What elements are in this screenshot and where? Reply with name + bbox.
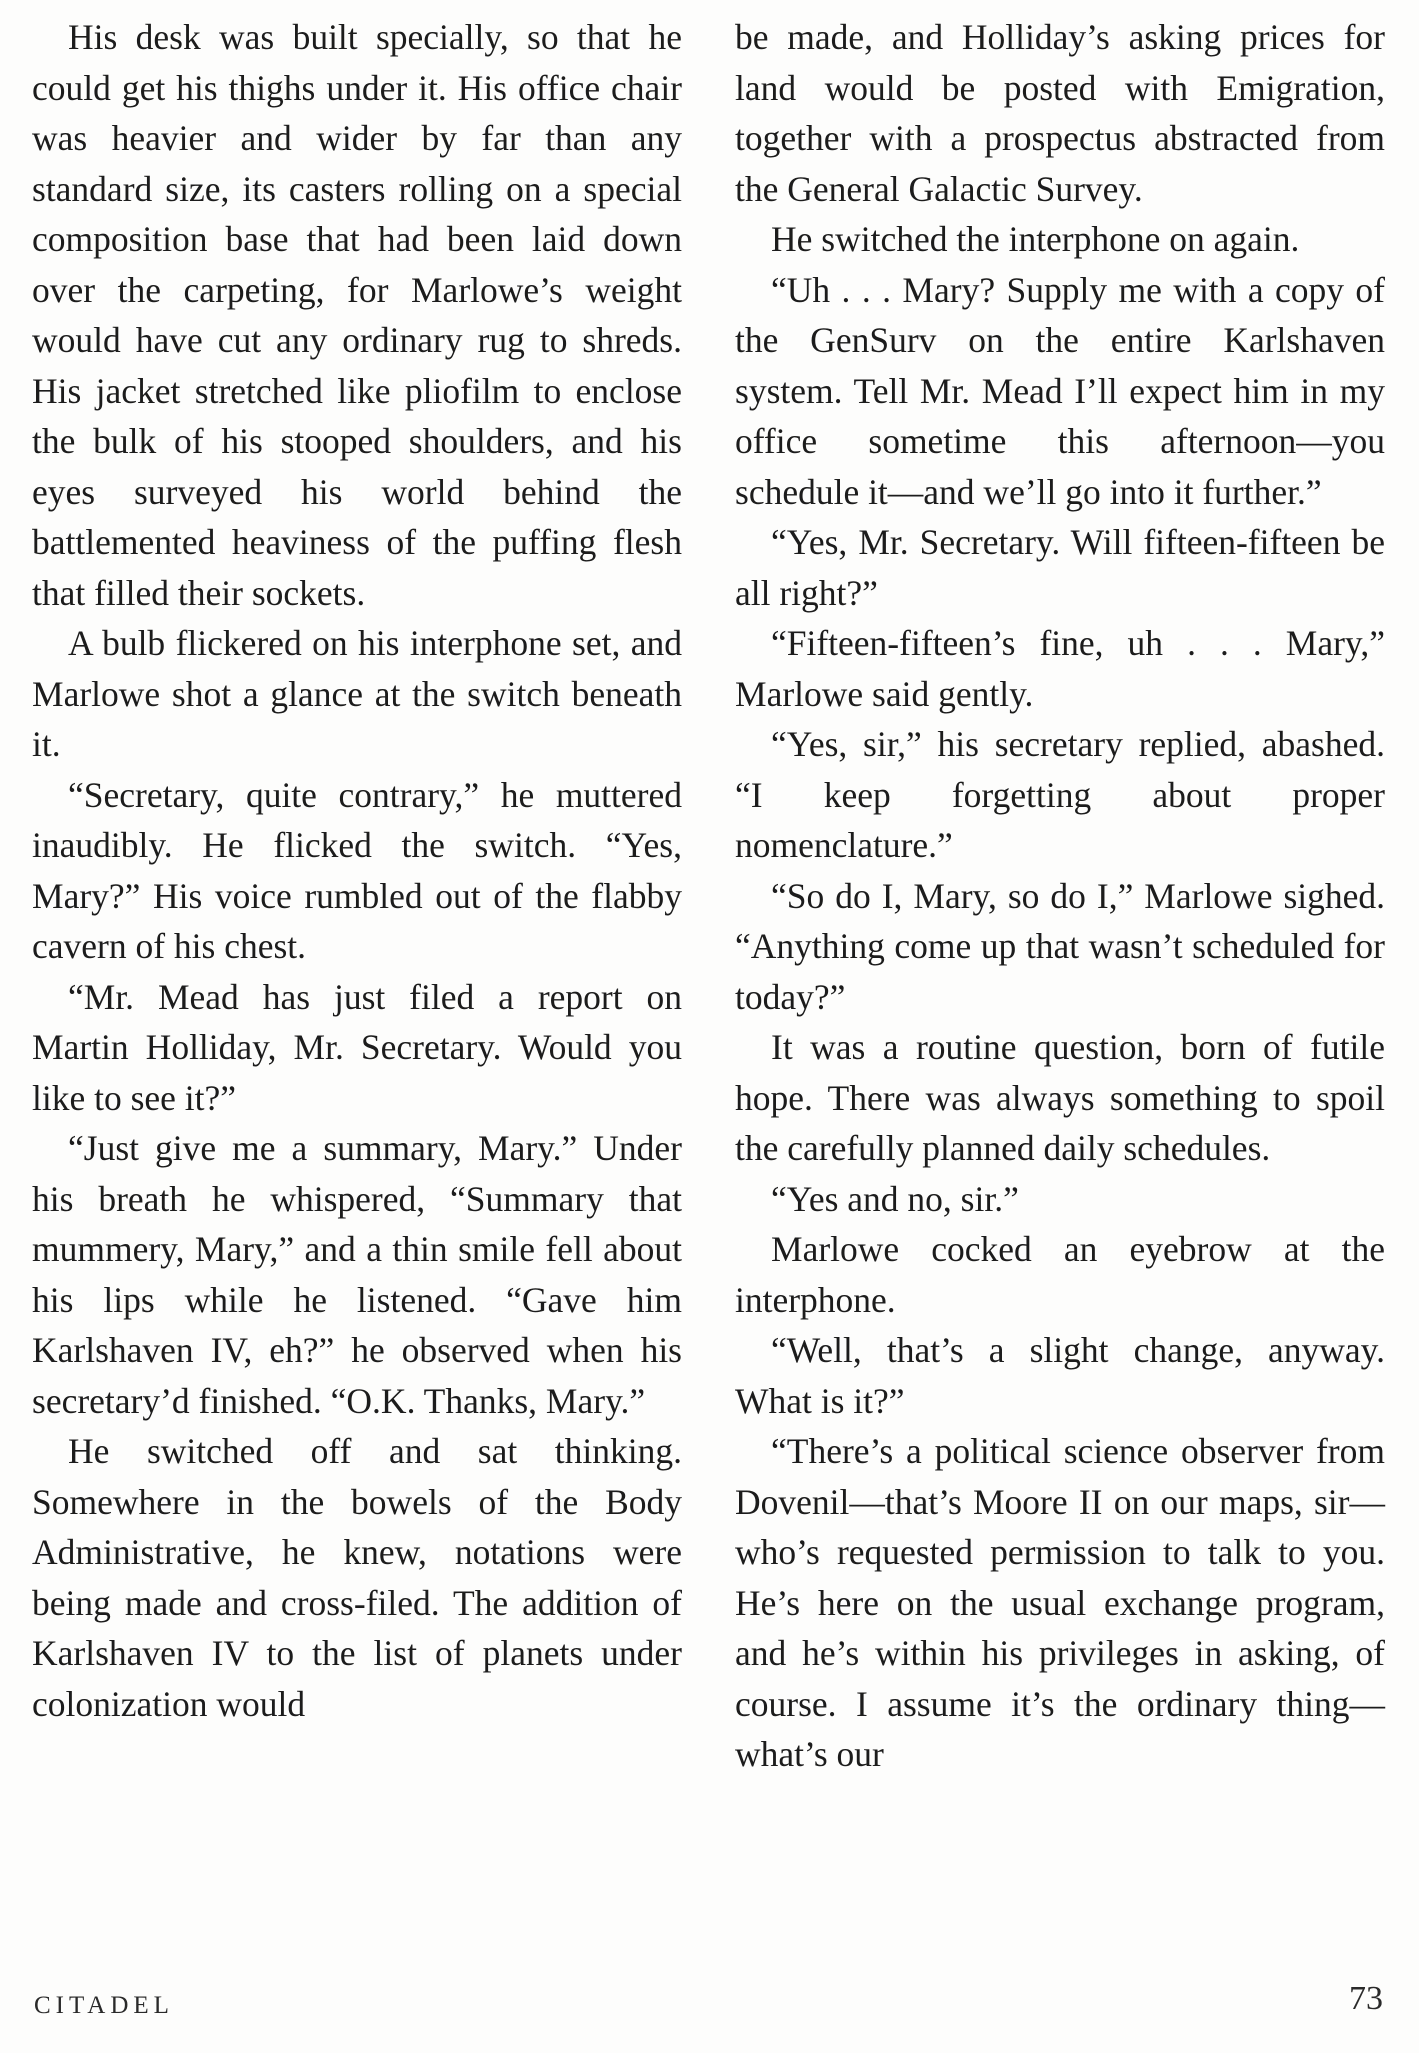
paragraph: He switched the interphone on again. [771,219,1300,259]
paragraph: “Yes, Mr. Secretary. Will fifteen-fifteen be all right?” [735,522,1385,613]
paragraph: “So do I, Mary, so do I,” Marlowe sighed. “Anything come up that wasn’t scheduled for today?” [735,875,1385,1017]
left-column [32,12,682,1729]
paragraph: “There’s a political science observer from Dovenil—that’s Moore II on our maps, sir—who’s requested permission to talk to you. He’s here on the usual exchange program, and he’s within his privileges in asking, of course. I assume it’s the ordinary thing—what’s our [735,1431,1385,1774]
paragraph: It was a routine question, born of futile hope. There was always something to spoil the carefully planned daily schedules. [735,1027,1385,1168]
paragraph-continuation: be made, and Holliday’s asking prices for land would be posted with Emigration, together with a prospectus abstracted from the General Galactic Survey. [735,17,1385,209]
paragraph: “Uh . . . Mary? Supply me with a copy of the GenSurv on the entire Karlshaven system. Tell Mr. Mead I’ll expect him in my office sometime this afternoon—you schedule it—and we’ll go into it further.” [735,269,1385,512]
paragraph: “Secretary, quite contrary,” he muttered inaudibly. He flicked the switch. “Yes, Mary?” His voice rumbled out of the flabby cavern of his chest. [32,774,682,966]
paragraph: He switched off and sat thinking. Somewhere in the bowels of the Body Administrative, he knew, notations were being made and cross-filed. The addition of Karlshaven IV to the list of planets under colonization would [32,1431,682,1724]
paragraph: “Well, that’s a slight change, anyway. What is it?” [735,1330,1385,1421]
paragraph: “Fifteen-fifteen’s fine, uh . . . Mary,” Marlowe said gently. [735,623,1385,714]
paragraph: His desk was built specially, so that he could get his thighs under it. His office chair was heavier and wider by far than any standard size, its casters rolling on a special composition base that had been laid down over the carpeting, for Marlowe’s weight would have cut any ordinary rug to shreds. His jacket stretched like pliofilm to enclose the bulk of his stooped shoulders, and his eyes surveyed his world behind the battlemented heaviness of the puffing flesh that filled their sockets. [32,17,682,613]
footer-page-number: 73 [1349,1980,1383,2017]
paragraph: “Just give me a summary, Mary.” Under his breath he whispered, “Summary that mummery, Mary,” and a thin smile fell about his lips while he listened. “Gave him Karlshaven IV, eh?” he observed when his secretary’d finished. “O.K. Thanks, Mary.” [32,1128,682,1421]
paragraph: “Yes, sir,” his secretary replied, abashed. “I keep forgetting about proper nomenclature.” [735,724,1385,865]
paragraph: Marlowe cocked an eyebrow at the interphone. [735,1229,1385,1320]
paragraph: “Yes and no, sir.” [771,1178,1019,1219]
paragraph: A bulb flickered on his interphone set, and Marlowe shot a glance at the switch beneath it. [32,623,682,764]
paragraph: “Mr. Mead has just filed a report on Martin Holliday, Mr. Secretary. Would you like to see it?” [32,976,682,1118]
footer-magazine-name: CITADEL [34,1992,174,2019]
right-column [735,12,1385,1780]
